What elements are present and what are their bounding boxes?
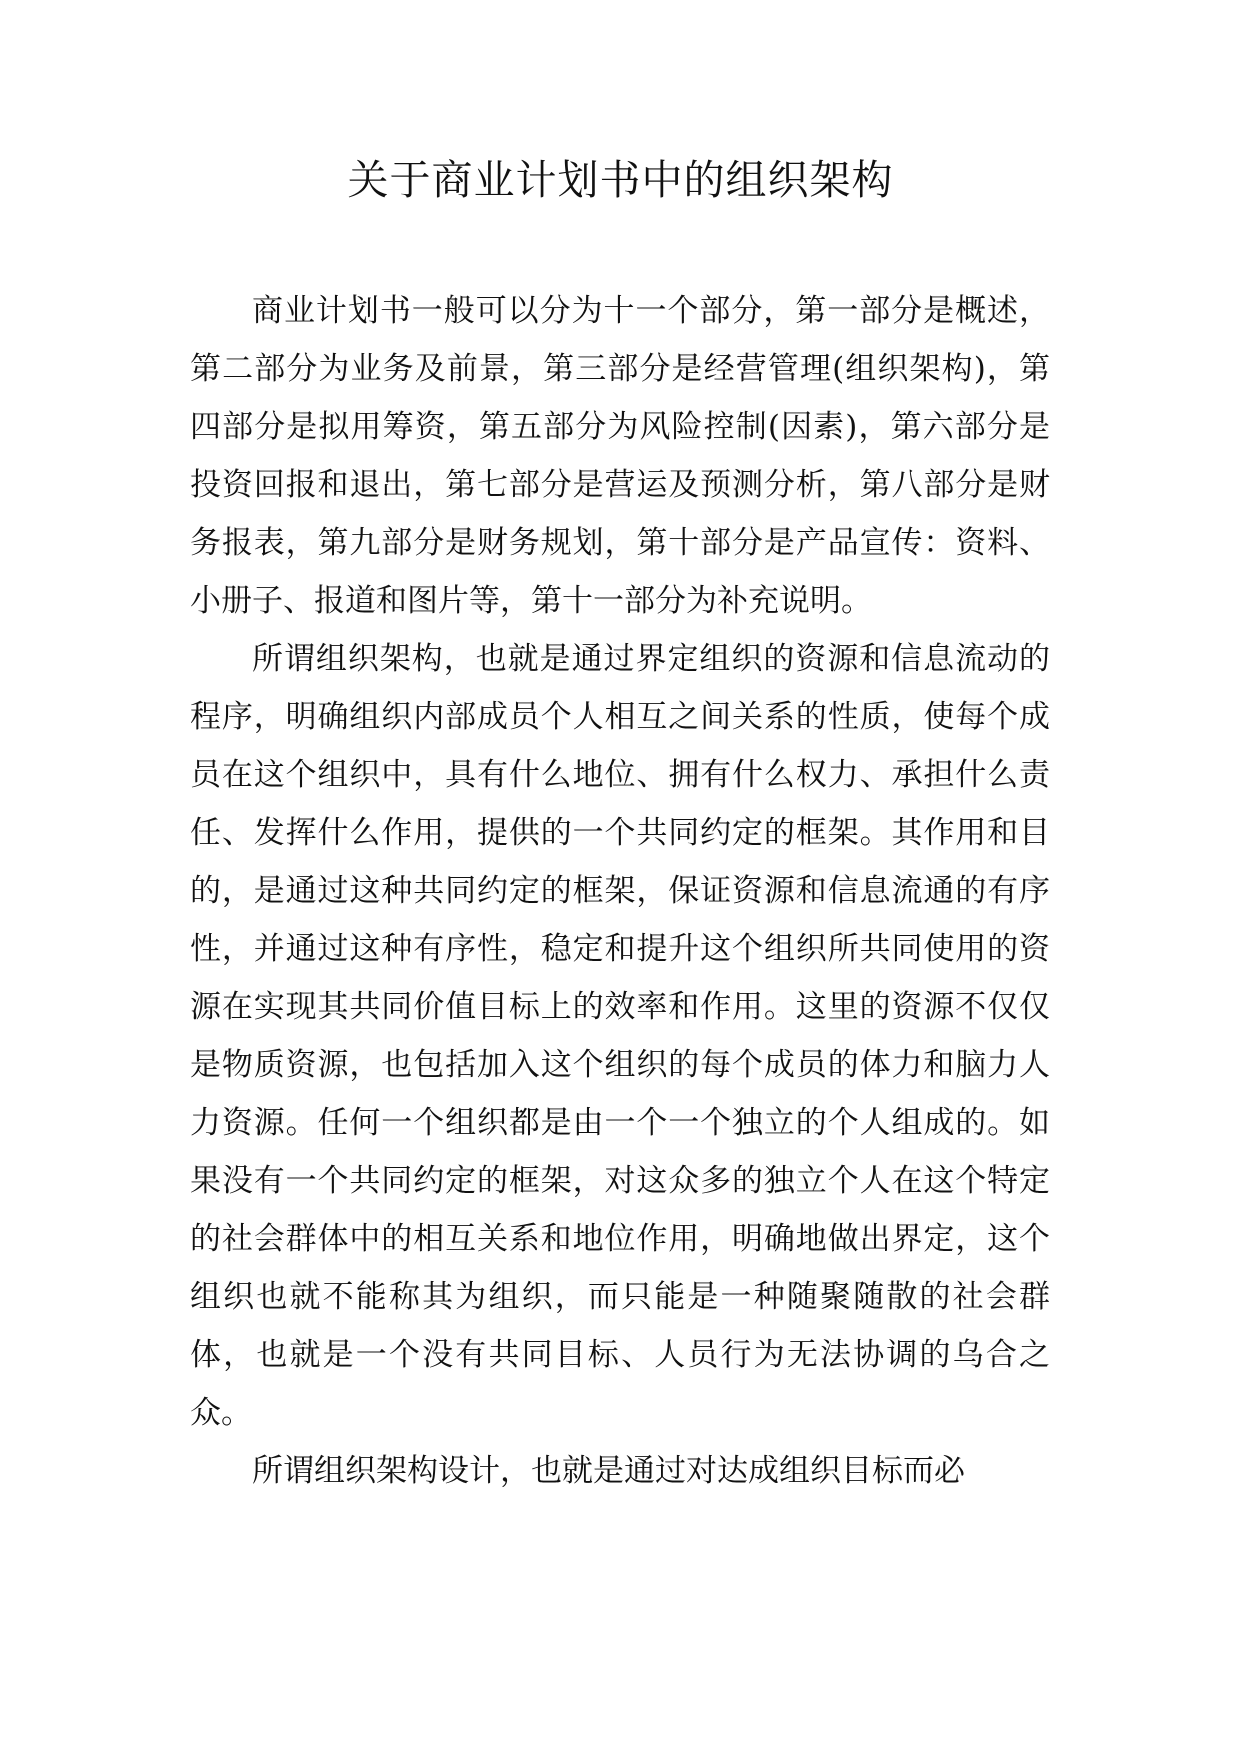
paragraph-organization-structure: 所谓组织架构，也就是通过界定组织的资源和信息流动的程序，明确组织内部成员个人相互之间关系的性质，使每个成员在这个组织中，具有什么地位、拥有什么权力、承担什么责任、发挥什么作用，提供的一个共同约定的框架。其作用和目的，是通过这种共同约定的框架，保证资源和信息流通的有序性，并通过这种有序性，稳定和提升这个组织所共同使用的资源在实现其共同价值目标上的效率和作用。这里的资源不仅仅是物质资源，也包括加入这个组织的每个成员的体力和脑力人力资源。任何一个组织都是由一个一个独立的个人组成的。如果没有一个共同约定的框架，对这众多的独立个人在这个特定的社会群体中的相互关系和地位作用，明确地做出界定，这个组织也就不能称其为组织，而只能是一种随聚随散的社会群体，也就是一个没有共同目标、人员行为无法协调的乌合之众。	[190, 641, 1050, 1431]
paragraph-overview: 商业计划书一般可以分为十一个部分，第一部分是概述，第二部分为业务及前景，第三部分是经营管理(组织架构)，第四部分是拟用筹资，第五部分为风险控制(因素)，第六部分是投资回报和退出，第七部分是营运及预测分析，第八部分是财务报表，第九部分是财务规划，第十部分是产品宣传：资料、小册子、报道和图片等，第十一部分为补充说明。	[190, 293, 1050, 619]
document-title: 关于商业计划书中的组织架构	[347, 156, 894, 204]
document-body	[190, 282, 1050, 1500]
paragraph-structure-design: 所谓组织架构设计，也就是通过对达成组织目标而必	[252, 1453, 965, 1489]
